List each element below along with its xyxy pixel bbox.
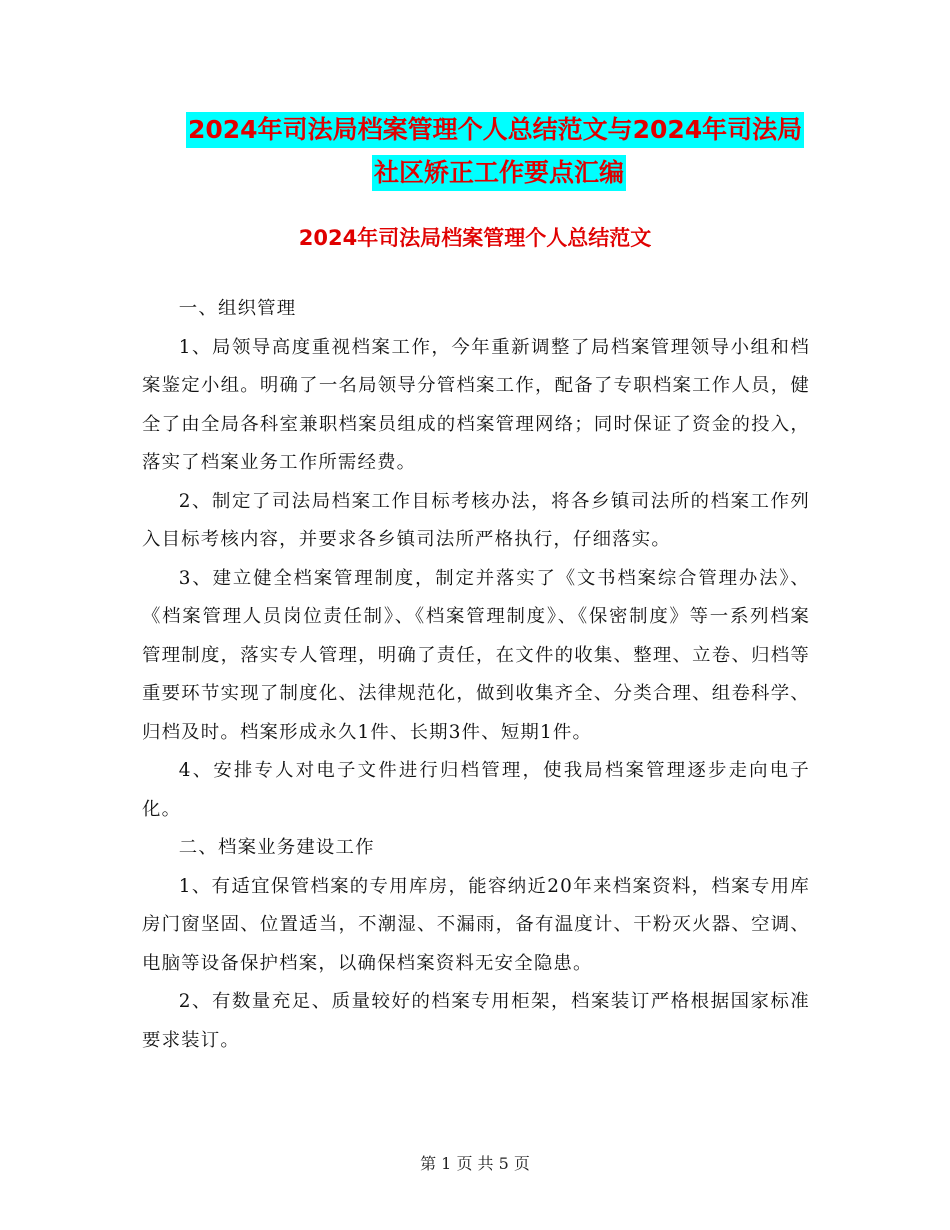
- heading-organization-management: 一、组织管理: [178, 298, 297, 319]
- heading-archive-business-construction: 二、档案业务建设工作: [178, 837, 375, 858]
- paragraph: 1、有适宜保管档案的专用库房，能容纳近20年来档案资料，档案专用库房门窗坚固、位置适当，不潮湿、不漏雨，备有温度计、干粉灭火器、空调、电脑等设备保护档案，以确保档案资料无安全隐患。: [142, 875, 810, 974]
- paragraph: 4、安排专人对电子文件进行归档管理，使我局档案管理逐步走向电子化。: [142, 760, 810, 820]
- section-heading: 2024年司法局档案管理个人总结范文: [298, 226, 652, 250]
- document-title-line-2: 社区矫正工作要点汇编: [372, 155, 626, 191]
- document-body: [142, 290, 810, 1060]
- paragraph: 2、制定了司法局档案工作目标考核办法，将各乡镇司法所的档案工作列入目标考核内容，并要求各乡镇司法所严格执行，仔细落实。: [142, 490, 810, 550]
- page-number: 第 1 页 共 5 页: [420, 1154, 530, 1173]
- document-title-line-1: 2024年司法局档案管理个人总结范文与2024年司法局: [186, 112, 804, 148]
- paragraph: 2、有数量充足、质量较好的档案专用柜架，档案装订严格根据国家标准要求装订。: [142, 991, 810, 1051]
- paragraph: 3、建立健全档案管理制度，制定并落实了《文书档案综合管理办法》、《档案管理人员岗位责任制》、《档案管理制度》、《保密制度》等一系列档案管理制度，落实专人管理，明确了责任，在文件的收集、整理、立卷、归档等重要环节实现了制度化、法律规范化，做到收集齐全、分类合理、组卷科学、归档及时。档案形成永久1件、长期3件、短期1件。: [142, 567, 810, 743]
- paragraph: 1、局领导高度重视档案工作，今年重新调整了局档案管理领导小组和档案鉴定小组。明确了一名局领导分管档案工作，配备了专职档案工作人员，健全了由全局各科室兼职档案员组成的档案管理网络；同时保证了资金的投入，落实了档案业务工作所需经费。: [142, 336, 810, 473]
